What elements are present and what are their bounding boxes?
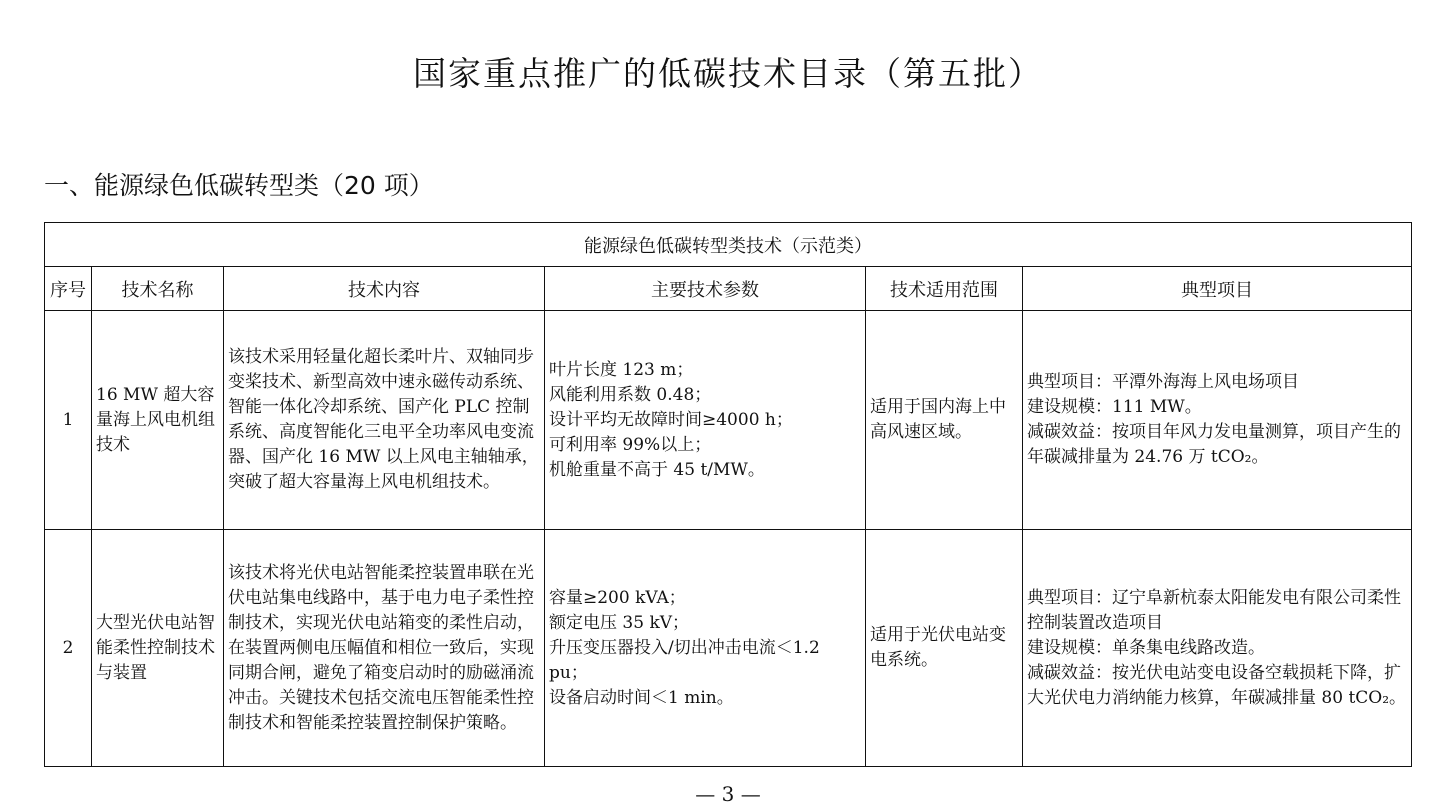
param-line: 额定电压 35 kV； [549, 612, 690, 633]
project-line: 建设规模：111 MW。 [1027, 397, 1202, 417]
tech-scope: 适用于国内海上中高风速区域。 [866, 311, 1023, 530]
technology-table [44, 222, 1412, 767]
project-line: 减碳效益：按项目年风力发电量测算，项目产生的年碳减排量为 24.76 万 tCO₂。 [1027, 422, 1401, 467]
document-title: 国家重点推广的低碳技术目录（第五批） [413, 54, 1043, 93]
param-line: 升压变压器投入/切出冲击电流＜1.2 pu； [549, 637, 820, 683]
param-line: 设备启动时间＜1 min。 [549, 687, 734, 708]
project-line: 减碳效益：按光伏电站变电设备空载损耗下降，扩大光伏电力消纳能力核算，年碳减排量 80 tCO₂。 [1027, 662, 1407, 708]
typical-project [1023, 311, 1412, 530]
tech-scope: 适用于光伏电站变电系统。 [866, 530, 1023, 767]
param-line: 容量≥200 kVA； [549, 587, 686, 608]
param-line: 风能利用系数 0.48； [549, 384, 712, 405]
tech-content: 该技术采用轻量化超长柔叶片、双轴同步变桨技术、新型高效中速永磁传动系统、智能一体化冷却系统、国产化 PLC 控制系统、高度智能化三电平全功率风电变流器、国产化 16 MW 以上风电主轴轴承，突破了超大容量海上风电机组技术。 [224, 311, 545, 530]
table-caption: 能源绿色低碳转型类技术（示范类） [45, 223, 1412, 267]
tech-params [545, 530, 866, 767]
param-line: 设计平均无故障时间≥4000 h； [549, 409, 793, 430]
typical-project [1023, 530, 1412, 767]
tech-params [545, 311, 866, 530]
page-number: — 3 — [695, 782, 761, 806]
tech-name: 大型光伏电站智能柔性控制技术与装置 [92, 530, 224, 767]
project-line: 典型项目：平潭外海海上风电场项目 [1027, 372, 1299, 392]
project-line: 典型项目：辽宁阜新杭泰太阳能发电有限公司柔性控制装置改造项目 [1027, 587, 1401, 633]
header-scope: 技术适用范围 [866, 267, 1023, 311]
project-line: 建设规模：单条集电线路改造。 [1027, 637, 1265, 658]
header-project: 典型项目 [1023, 267, 1412, 311]
param-line: 可利用率 99%以上； [549, 434, 712, 455]
param-line: 机舱重量不高于 45 t/MW。 [549, 459, 765, 480]
table-header-row [45, 267, 1412, 311]
param-line: 叶片长度 123 m； [549, 359, 694, 380]
header-content: 技术内容 [224, 267, 545, 311]
table-row [45, 311, 1412, 530]
row-number: 1 [45, 311, 92, 530]
row-number: 2 [45, 530, 92, 767]
header-no: 序号 [45, 267, 92, 311]
tech-name: 16 MW 超大容量海上风电机组技术 [92, 311, 224, 530]
section-heading: 一、能源绿色低碳转型类（20 项） [44, 171, 434, 200]
header-params: 主要技术参数 [545, 267, 866, 311]
table-row [45, 530, 1412, 767]
header-name: 技术名称 [92, 267, 224, 311]
tech-content: 该技术将光伏电站智能柔控装置串联在光伏电站集电线路中，基于电力电子柔性控制技术，实现光伏电站箱变的柔性启动，在装置两侧电压幅值和相位一致后，实现同期合闸，避免了箱变启动时的励磁涌流冲击。关键技术包括交流电压智能柔性控制技术和智能柔控装置控制保护策略。 [224, 530, 545, 767]
